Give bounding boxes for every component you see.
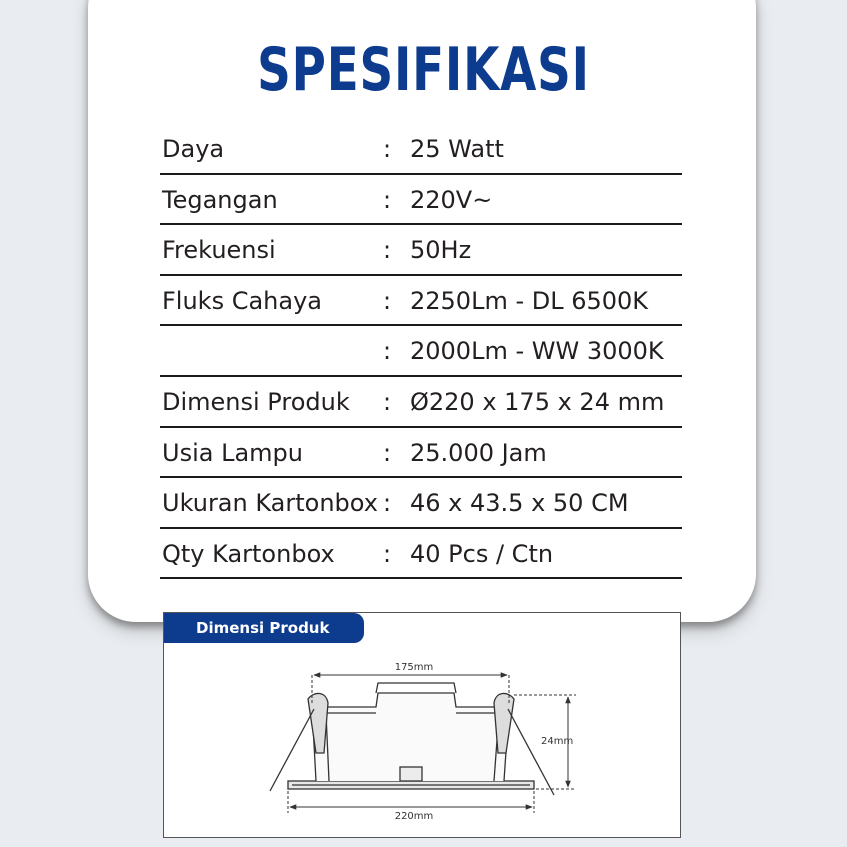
spec-value: 40 Pcs / Ctn xyxy=(410,539,554,568)
spec-label: Tegangan xyxy=(162,185,278,214)
dimension-panel xyxy=(163,612,681,838)
spec-row-daya xyxy=(160,124,682,175)
width-bottom-label: 220mm xyxy=(394,811,434,822)
downlight-dimension-drawing xyxy=(164,613,680,837)
spec-separator: : xyxy=(383,236,392,265)
spec-value: 2250Lm - DL 6500K xyxy=(410,286,649,315)
spec-table xyxy=(160,124,682,579)
spec-value: Ø220 x 175 x 24 mm xyxy=(410,387,665,416)
spec-value: 25.000 Jam xyxy=(410,438,547,467)
spec-label: Fluks Cahaya xyxy=(162,286,323,315)
spec-row-fluks-cahaya-ww xyxy=(160,326,682,377)
spec-separator: : xyxy=(383,185,392,214)
spec-value: 220V~ xyxy=(410,185,493,214)
spec-label: Usia Lampu xyxy=(162,438,303,467)
spec-separator: : xyxy=(383,387,392,416)
spec-label: Qty Kartonbox xyxy=(162,539,335,568)
spec-separator: : xyxy=(383,337,392,366)
spec-label: Frekuensi xyxy=(162,236,276,265)
dimension-tab-label: Dimensi Produk xyxy=(164,613,364,643)
spec-value: 50Hz xyxy=(410,236,472,265)
height-label: 24mm xyxy=(541,736,574,747)
spec-row-tegangan xyxy=(160,175,682,226)
spec-separator: : xyxy=(383,489,392,518)
spec-separator: : xyxy=(383,539,392,568)
spec-value: 46 x 43.5 x 50 CM xyxy=(410,489,629,518)
page-title: SPESIFIKASI xyxy=(257,35,590,105)
spec-separator: : xyxy=(383,135,392,163)
spec-row-dimensi-produk xyxy=(160,377,682,428)
downlight-outline xyxy=(270,683,554,795)
spec-row-fluks-cahaya xyxy=(160,276,682,327)
spec-label: Ukuran Kartonbox xyxy=(162,489,378,518)
spec-row-qty-kartonbox xyxy=(160,529,682,580)
spec-value: 2000Lm - WW 3000K xyxy=(410,337,664,366)
spec-value: 25 Watt xyxy=(410,135,504,163)
spec-row-usia-lampu xyxy=(160,428,682,479)
spec-label: Daya xyxy=(162,135,225,163)
spec-separator: : xyxy=(383,286,392,315)
spec-row-frekuensi xyxy=(160,225,682,276)
spec-separator: : xyxy=(383,438,392,467)
spec-label: Dimensi Produk xyxy=(162,387,350,416)
width-top-label: 175mm xyxy=(394,662,434,673)
spec-row-ukuran-kartonbox xyxy=(160,478,682,529)
